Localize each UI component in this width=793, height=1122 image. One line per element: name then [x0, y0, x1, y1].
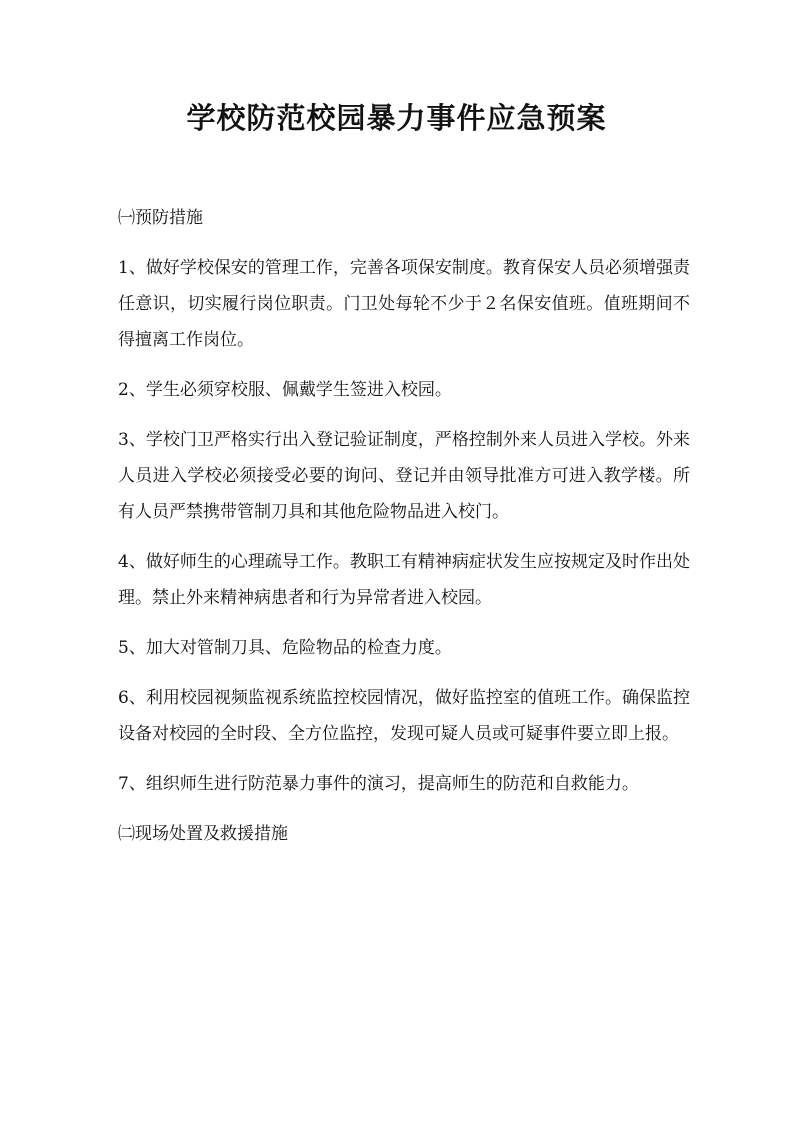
paragraph-item-4: 4、做好师生的心理疏导工作。教职工有精神病症状发生应按规定及时作出处理。禁止外来精神病患者和行为异常者进入校园。 — [118, 552, 690, 608]
section-heading-response: ㈡现场处置及救援措施 — [118, 824, 288, 844]
section-heading-prevention: ㈠预防措施 — [118, 208, 203, 228]
paragraph-item-7: 7、组织师生进行防范暴力事件的演习，提高师生的防范和自救能力。 — [118, 774, 639, 794]
paragraph-item-6: 6、利用校园视频监视系统监控校园情况，做好监控室的值班工作。确保监控设备对校园的全时段、全方位监控，发现可疑人员或可疑事件要立即上报。 — [118, 688, 690, 744]
document-title: 学校防范校园暴力事件应急预案 — [186, 101, 607, 135]
document-body — [118, 200, 690, 866]
paragraph-item-3: 3、学校门卫严格实行出入登记验证制度，严格控制外来人员进入学校。外来人员进入学校必须接受必要的询问、登记并由领导批准方可进入教学楼。所有人员严禁携带管制刀具和其他危险物品进入校门。 — [118, 430, 690, 522]
paragraph-item-5: 5、加大对管制刀具、危险物品的检查力度。 — [118, 638, 452, 658]
paragraph-item-1: 1、做好学校保安的管理工作，完善各项保安制度。教育保安人员必须增强责任意识，切实履行岗位职责。门卫处每轮不少于２名保安值班。值班期间不得擅离工作岗位。 — [118, 258, 690, 350]
paragraph-item-2: 2、学生必须穿校服、佩戴学生签进入校园。 — [118, 380, 452, 400]
